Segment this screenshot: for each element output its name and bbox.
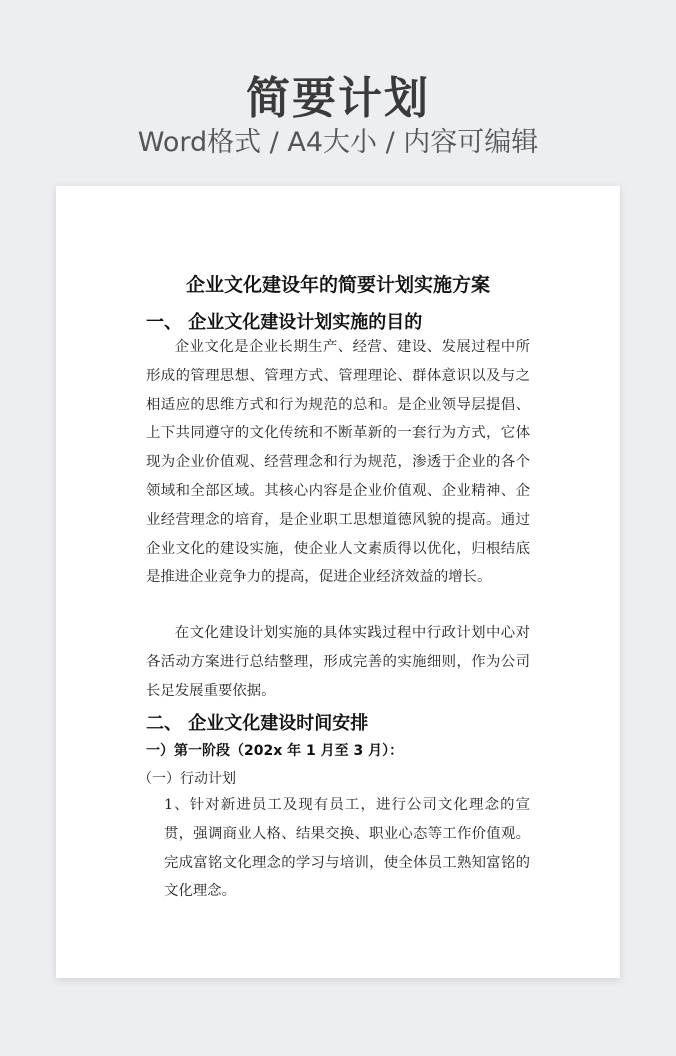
banner-title: 简要计划 bbox=[246, 73, 430, 124]
action-item-1: 1、针对新进员工及现有员工，进行公司文化理念的宣贯，强调商业人格、结果交换、职业心态等工作价值观。完成富铭文化理念的学习与培训，使全体员工熟知富铭的文化理念。 bbox=[164, 797, 530, 900]
action-plan-subheading: （一）行动计划 bbox=[138, 771, 236, 787]
section-2-heading: 二、 企业文化建设时间安排 bbox=[146, 713, 369, 734]
document-page bbox=[56, 186, 620, 978]
document-title: 企业文化建设年的简要计划实施方案 bbox=[185, 274, 490, 296]
banner-subtitle: Word格式 / A4大小 / 内容可编辑 bbox=[137, 127, 539, 158]
section-1-paragraph-2: 在文化建设计划实施的具体实践过程中行政计划中心对各活动方案进行总结整理，形成完善的实施细则，作为公司长足发展重要依据。 bbox=[146, 625, 530, 699]
section-1-heading: 一、 企业文化建设计划实施的目的 bbox=[146, 312, 423, 333]
phase-1-heading: 一）第一阶段（202x 年 1 月至 3 月）： bbox=[146, 743, 404, 759]
section-1-paragraph-1: 企业文化是企业长期生产、经营、建设、发展过程中所形成的管理思想、管理方式、管理理论、群体意识以及与之相适应的思维方式和行为规范的总和。是企业领导层提倡、上下共同遵守的文化传统和不断革新的一套行为方式，它体现为企业价值观、经营理念和行为规范，渗透于企业的各个领域和全部区域。其核心内容是企业价值观、企业精神、企业经营理念的培育，是企业职工思想道德风貌的提高。通过企业文化的建设实施，使企业人文素质得以优化，归根结底是推进企业竞争力的提高，促进企业经济效益的增长。 bbox=[146, 339, 530, 586]
